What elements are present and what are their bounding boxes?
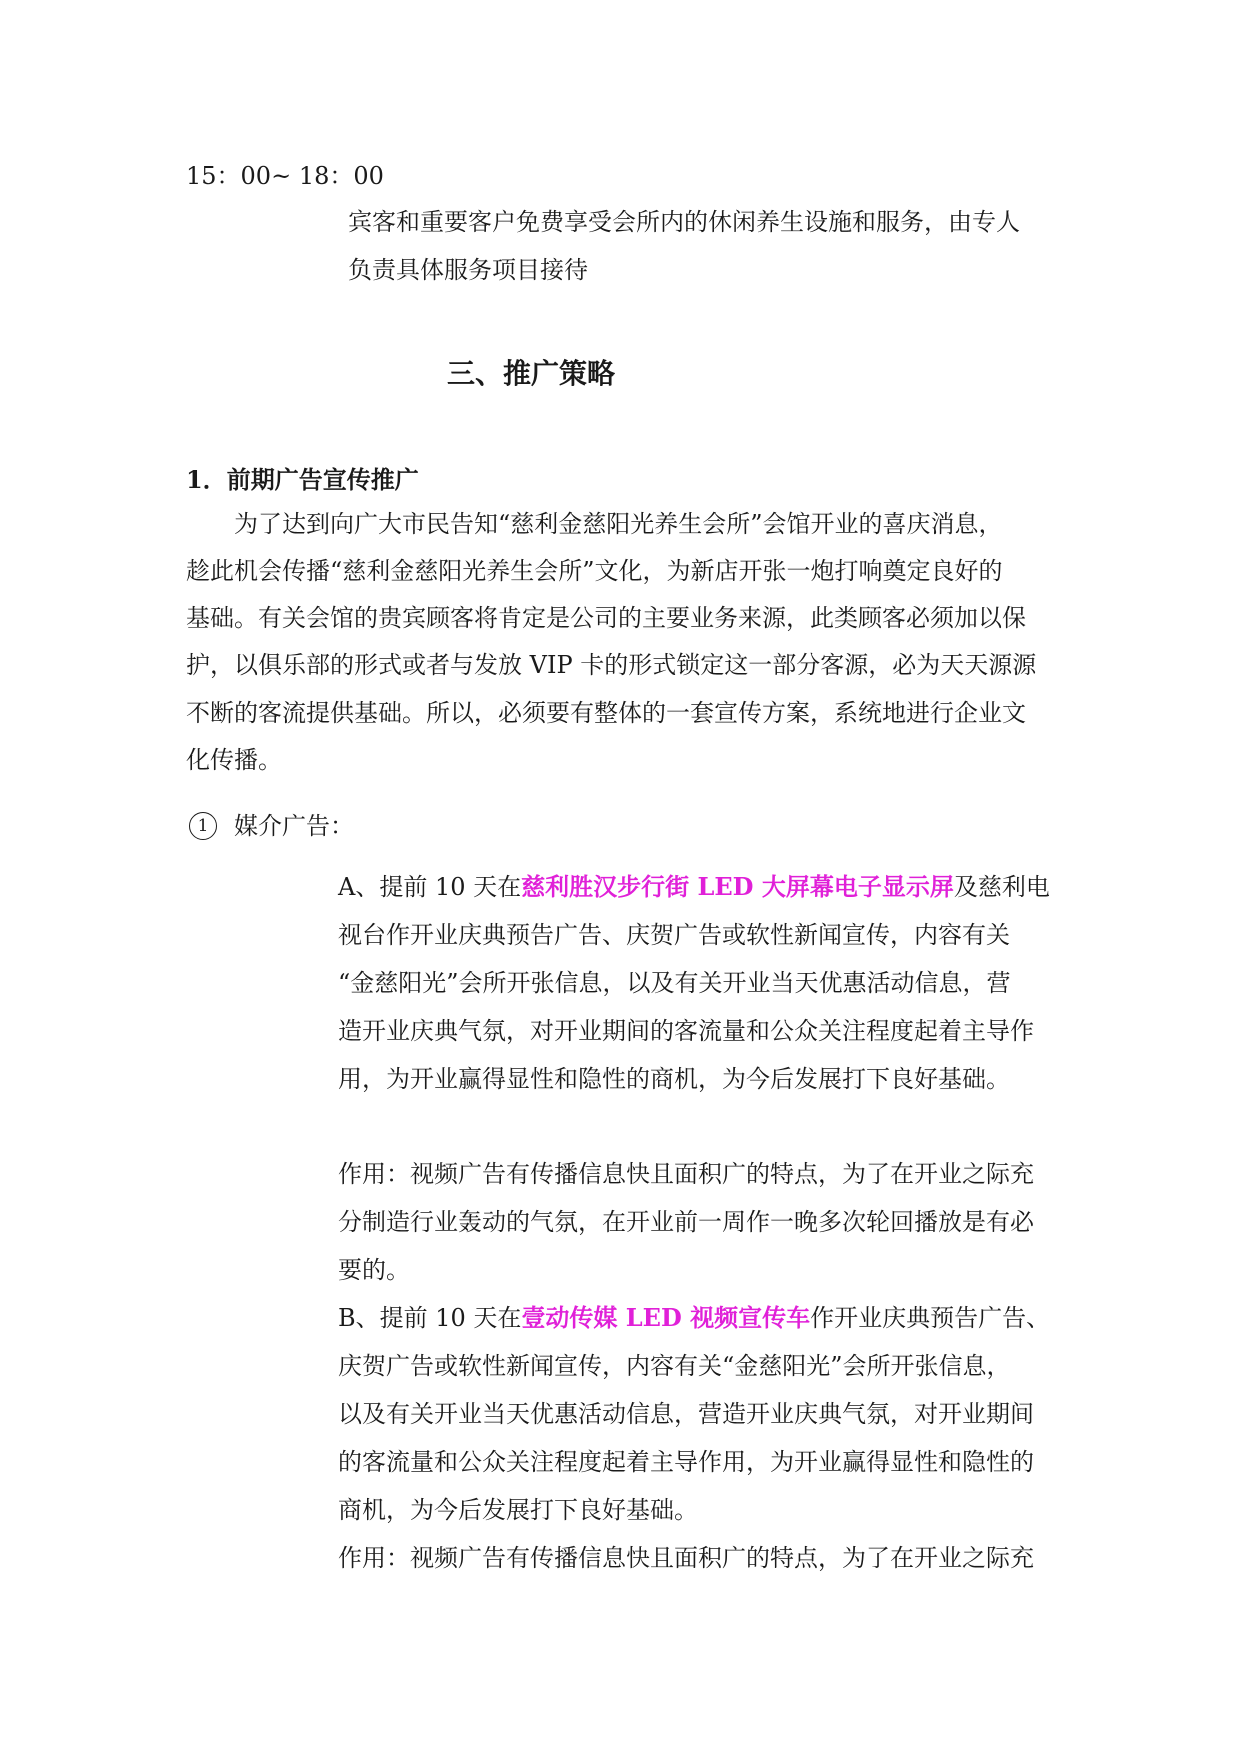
item-b-line: 庆贺广告或软性新闻宣传，内容有关“金慈阳光”会所开张信息，	[338, 1352, 1011, 1380]
section-title: 三、推广策略	[447, 357, 616, 390]
item-a-suffix: 及慈利电	[953, 873, 1050, 901]
item-a-line: 用，为开业赢得显性和隐性的商机，为今后发展打下良好基础。	[338, 1065, 1010, 1093]
item-b-line: 以及有关开业当天优惠活动信息，营造开业庆典气氛，对开业期间	[338, 1400, 1034, 1428]
item-b-highlight: 壹动传媒 LED 视频宣传车	[521, 1303, 811, 1332]
circled-number-marker: 1	[189, 812, 217, 840]
item-a-line: 视台作开业庆典预告广告、庆贺广告或软性新闻宣传，内容有关	[338, 921, 1010, 949]
effect-a-line: 要的。	[338, 1256, 410, 1284]
intro-line: 为了达到向广大市民告知“慈利金慈阳光养生会所”会馆开业的喜庆消息，	[234, 510, 1003, 538]
intro-line: 趁此机会传播“慈利金慈阳光养生会所”文化，为新店开张一炮打响奠定良好的	[186, 557, 1003, 585]
item-a-prefix: A、提前 10 天在	[338, 873, 522, 901]
item-a-line: “金慈阳光”会所开张信息，以及有关开业当天优惠活动信息，营	[338, 969, 1011, 997]
effect-a-line: 作用：视频广告有传播信息快且面积广的特点，为了在开业之际充	[338, 1160, 1034, 1188]
item-b-first-line	[338, 1304, 1050, 1332]
intro-line: 化传播。	[186, 746, 282, 774]
schedule-desc-line: 负责具体服务项目接待	[348, 256, 588, 284]
item-a-line: 造开业庆典气氛，对开业期间的客流量和公众关注程度起着主导作	[338, 1017, 1034, 1045]
item-b-line: 的客流量和公众关注程度起着主导作用，为开业赢得显性和隐性的	[338, 1448, 1034, 1476]
item-b-suffix: 作开业庆典预告广告、	[810, 1304, 1051, 1332]
effect-b-line: 作用：视频广告有传播信息快且面积广的特点，为了在开业之际充	[338, 1544, 1034, 1572]
item-b-line: 商机，为今后发展打下良好基础。	[338, 1496, 698, 1524]
item-a-first-line	[338, 873, 1050, 901]
schedule-time: 15：00~ 18：00	[186, 162, 384, 190]
effect-a-line: 分制造行业轰动的气氛，在开业前一周作一晚多次轮回播放是有必	[338, 1208, 1034, 1236]
intro-line: 护，以俱乐部的形式或者与发放 VIP 卡的形式锁定这一部分客源，必为天天源源	[186, 651, 1037, 679]
item-b-prefix: B、提前 10 天在	[338, 1304, 522, 1332]
intro-line: 基础。有关会馆的贵宾顾客将肯定是公司的主要业务来源，此类顾客必须加以保	[186, 604, 1026, 632]
media-label: 媒介广告：	[234, 812, 354, 840]
intro-line: 不断的客流提供基础。所以，必须要有整体的一套宣传方案，系统地进行企业文	[186, 699, 1026, 727]
subsection-title: 1．前期广告宣传推广	[186, 465, 419, 494]
schedule-desc-line: 宾客和重要客户免费享受会所内的休闲养生设施和服务，由专人	[348, 208, 1020, 236]
item-a-highlight: 慈利胜汉步行街 LED 大屏幕电子显示屏	[521, 872, 954, 901]
